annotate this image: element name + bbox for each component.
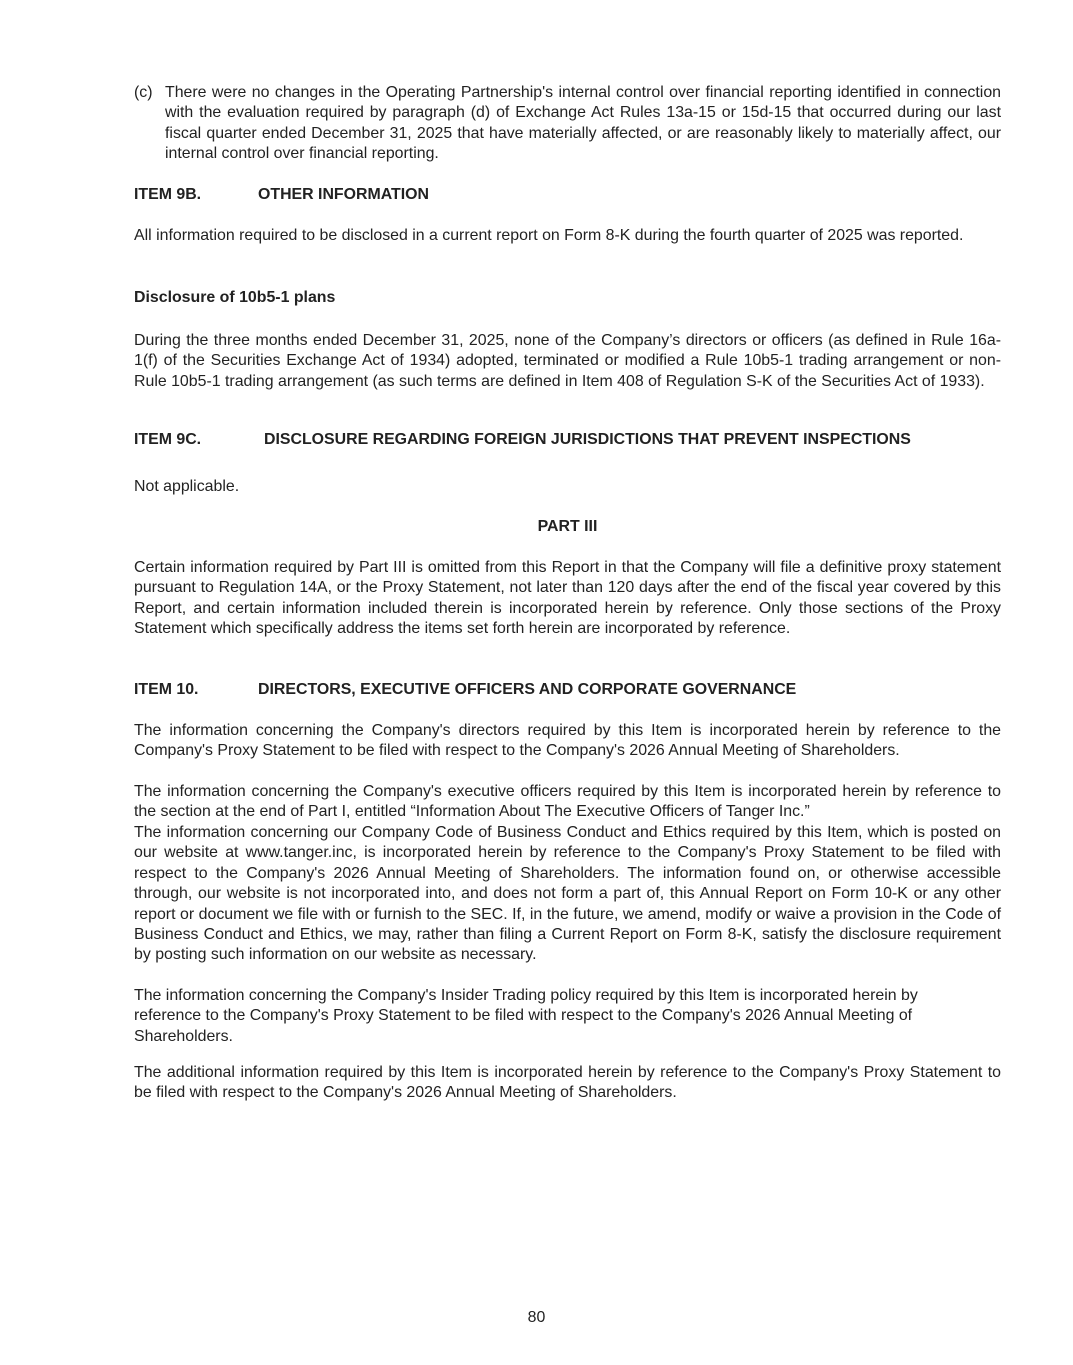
item-9c-heading bbox=[134, 430, 1001, 450]
item-9b-paragraph: All information required to be disclosed in a current report on Form 8-K during the fourth quarter of 2025 was reported. bbox=[134, 227, 964, 244]
insider-trading-line: Shareholders. bbox=[134, 1027, 233, 1045]
item-9c-title: DISCLOSURE REGARDING FOREIGN JURISDICTIONS THAT PREVENT INSPECTIONS bbox=[264, 431, 911, 448]
part-iii-paragraph: Certain information required by Part III is omitted from this Report in that the Company will file a definitive proxy statement pursuant to Regulation 14A, or the Proxy Statement, not later than 120 days after the end of the fiscal year covered by this Report, and certain information included therein is incorporated herein by reference. Only those sections of the Proxy Statement which specifically address the items set forth herein are incorporated by reference. bbox=[134, 559, 1001, 638]
item-9b-title: OTHER INFORMATION bbox=[258, 186, 429, 203]
item-10-code-of-conduct-paragraph: The information concerning our Company Code of Business Conduct and Ethics required by this Item, which is posted on our website at www.tanger.inc, is incorporated herein by reference to the Company's Proxy Statement to be filed with respect to the Company's 2026 Annual Meeting of Shareholders. The information found on, or otherwise accessible through, our website is not incorporated into, and does not form a part of, this Annual Report on Form 10-K or any other report or document we file with or furnish to the SEC. If, in the future, we amend, modify or waive a provision in the Code of Business Conduct and Ethics, we may, rather than filing a Current Report on Form 8-K, satisfy the disclosure requirement by posting such information on our website as necessary. bbox=[134, 824, 1001, 964]
item-10-number: ITEM 10. bbox=[134, 681, 199, 698]
item-10-additional-paragraph: The additional information required by this Item is incorporated herein by reference to the Company's Proxy Statement to be filed with respect to the Company's 2026 Annual Meeting of Shareholders. bbox=[134, 1064, 1001, 1102]
insider-trading-line: reference to the Company's Proxy Statement to be filed with respect to the Company's 2026 Annual Meeting of bbox=[134, 1007, 913, 1025]
item-9b-number: ITEM 9B. bbox=[134, 186, 202, 203]
item-9c-paragraph: Not applicable. bbox=[134, 478, 240, 495]
disclosure-10b5-heading: Disclosure of 10b5-1 plans bbox=[134, 289, 336, 306]
item-c-label: (c) bbox=[134, 84, 153, 101]
item-10-heading bbox=[134, 680, 1001, 700]
item-10-title: DIRECTORS, EXECUTIVE OFFICERS AND CORPORATE GOVERNANCE bbox=[258, 681, 797, 698]
part-iii-heading: PART III bbox=[537, 518, 598, 535]
item-9c-number: ITEM 9C. bbox=[134, 431, 202, 448]
item-c-text: There were no changes in the Operating Partnership's internal control over financial reporting identified in connection with the evaluation required by paragraph (d) of Exchange Act Rules 13a-15 or 15d-15 that occurred during our last fiscal quarter ended December 31, 2025 that have materially affected, or are reasonably likely to materially affect, our internal control over financial reporting. bbox=[165, 84, 1001, 163]
item-9b-heading bbox=[134, 185, 1001, 205]
insider-trading-line: The information concerning the Company's Insider Trading policy required by this Item is incorporated herein by bbox=[134, 987, 918, 1004]
item-10-directors-paragraph: The information concerning the Company's directors required by this Item is incorporated herein by reference to the Company's Proxy Statement to be filed with respect to the Company's 2026 Annual Meeting of Shareholders. bbox=[134, 722, 1001, 760]
item-c-paragraph bbox=[134, 83, 1001, 165]
page-number: 80 bbox=[527, 1309, 546, 1326]
disclosure-10b5-paragraph: During the three months ended December 31, 2025, none of the Company’s directors or officers (as defined in Rule 16a-1(f) of the Securities Exchange Act of 1934) adopted, terminated or modified a Rule 10b5-1 trading arrangement or non-Rule 10b5-1 trading arrangement (as such terms are defined in Item 408 of Regulation S-K of the Securities Act of 1933). bbox=[134, 332, 1001, 390]
item-10-executive-officers-paragraph: The information concerning the Company's executive officers required by this Item is incorporated herein by reference to the section at the end of Part I, entitled “Information About The Executive Officers of Tanger Inc.” bbox=[134, 783, 1001, 821]
item-10-insider-trading-paragraph bbox=[134, 986, 1001, 1047]
